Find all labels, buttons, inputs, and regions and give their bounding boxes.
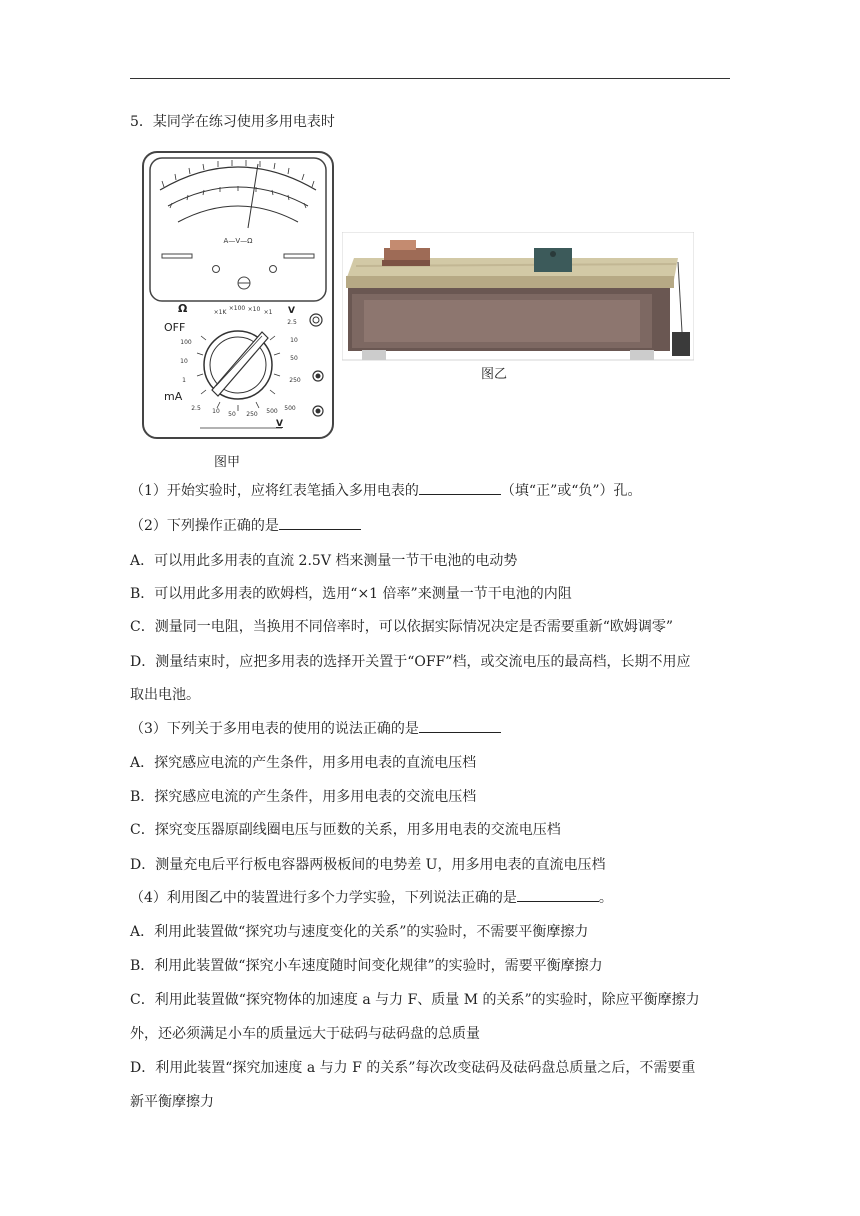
q2-option-d-line1: D．测量结束时，应把多用表的选择开关置于“OFF”档，或交流电压的最高档，长期不用应 [130,654,691,670]
q1-suffix: （填“正”或“负”）孔。 [500,483,642,499]
vdc-range-250: 250 [246,411,258,418]
q2-line [130,516,361,536]
header-rule [130,78,730,79]
q3-option-a: A．探究感应电流的产生条件，用多用电表的直流电压档 [130,755,477,771]
vdc-range-10: 10 [212,408,220,415]
q2-option-a: A．可以用此多用表的直流 2.5V 档来测量一节干电池的电动势 [130,553,518,569]
q1-prefix: （1）开始实验时，应将红表笔插入多用电表的 [130,483,419,499]
q4-option-a: A．利用此装置做“探究功与速度变化的关系”的实验时，不需要平衡摩擦力 [130,924,589,940]
ma-range-100: 100 [180,339,192,346]
q4-option-c-line2: 外，还必须满足小车的质量远大于砝码与砝码盘的总质量 [130,1026,480,1042]
vdc-range-50: 50 [228,411,236,418]
q3-answer-blank[interactable] [419,719,501,733]
v-label-bottom: V [276,419,283,429]
figure-b-caption: 图乙 [481,367,508,382]
ohm-range-1k: ×1K [213,309,227,316]
selector-dial [204,331,272,399]
q1-answer-blank[interactable] [419,481,501,495]
q2-answer-blank[interactable] [279,516,361,530]
vac-range-250: 250 [289,377,301,384]
figure-a-caption: 图甲 [214,455,241,470]
timer [534,248,572,272]
q3-option-d: D．测量充电后平行板电容器两极板间的电势差 U，用多用电表的直流电压档 [130,857,606,873]
ohm-symbol: Ω [178,302,188,315]
q2-option-d-line2: 取出电池。 [130,687,200,703]
ma-range-1: 1 [182,377,186,384]
q2-option-c: C．测量同一电阻，当换用不同倍率时，可以依据实际情况决定是否需要重新“欧姆调零” [130,619,674,635]
q1-line [130,481,642,501]
q4-line [130,888,613,908]
vac-range-50: 50 [290,355,298,362]
ohm-range-1: ×1 [263,309,273,316]
vdc-range-2.5: 2.5 [191,405,201,412]
vac-range-500: 500 [284,405,296,412]
question-title: 5．某同学在练习使用多用电表时 [130,114,335,130]
q4-option-d-line1: D．利用此装置“探究加速度 a 与力 F 的关系”每次改变砝码及砝码盘总质量之后，不需要重 [130,1060,696,1076]
q4-option-b: B．利用此装置做“探究小车速度随时间变化规律”的实验时，需要平衡摩擦力 [130,958,603,974]
vdc-range-500: 500 [266,408,278,415]
q2-stem: （2）下列操作正确的是 [130,518,279,534]
q3-option-c: C．探究变压器原副线圈电压与匝数的关系，用多用电表的交流电压档 [130,822,561,838]
multimeter-figure [140,150,336,442]
vac-range-2.5: 2.5 [287,319,297,326]
q4-option-c-line1: C．利用此装置做“探究物体的加速度 a 与力 F、质量 M 的关系”的实验时，除应平衡摩擦力 [130,992,700,1008]
ma-range-10: 10 [180,358,188,365]
ohm-range-100: ×100 [228,305,246,312]
q4-stem: （4）利用图乙中的装置进行多个力学实验，下列说法正确的是 [130,890,517,906]
off-label: OFF [164,321,186,334]
ohm-range-10: ×10 [247,306,261,313]
v-label-top: V [288,306,295,316]
vac-range-10: 10 [290,337,298,344]
q4-stem-end: 。 [598,890,613,906]
ma-label: mA [164,390,183,403]
q3-stem: （3）下列关于多用电表的使用的说法正确的是 [130,721,419,737]
q2-option-b: B．可以用此多用表的欧姆档，选用“×1 倍率”来测量一节干电池的内阻 [130,586,572,602]
q3-line [130,719,501,739]
q4-option-d-line2: 新平衡摩擦力 [130,1094,214,1110]
scale-text: A—V—Ω [223,237,253,245]
q4-answer-blank[interactable] [517,888,599,902]
weight [672,332,690,356]
q3-option-b: B．探究感应电流的产生条件，用多用电表的交流电压档 [130,789,477,805]
track-apparatus-figure [342,232,694,362]
